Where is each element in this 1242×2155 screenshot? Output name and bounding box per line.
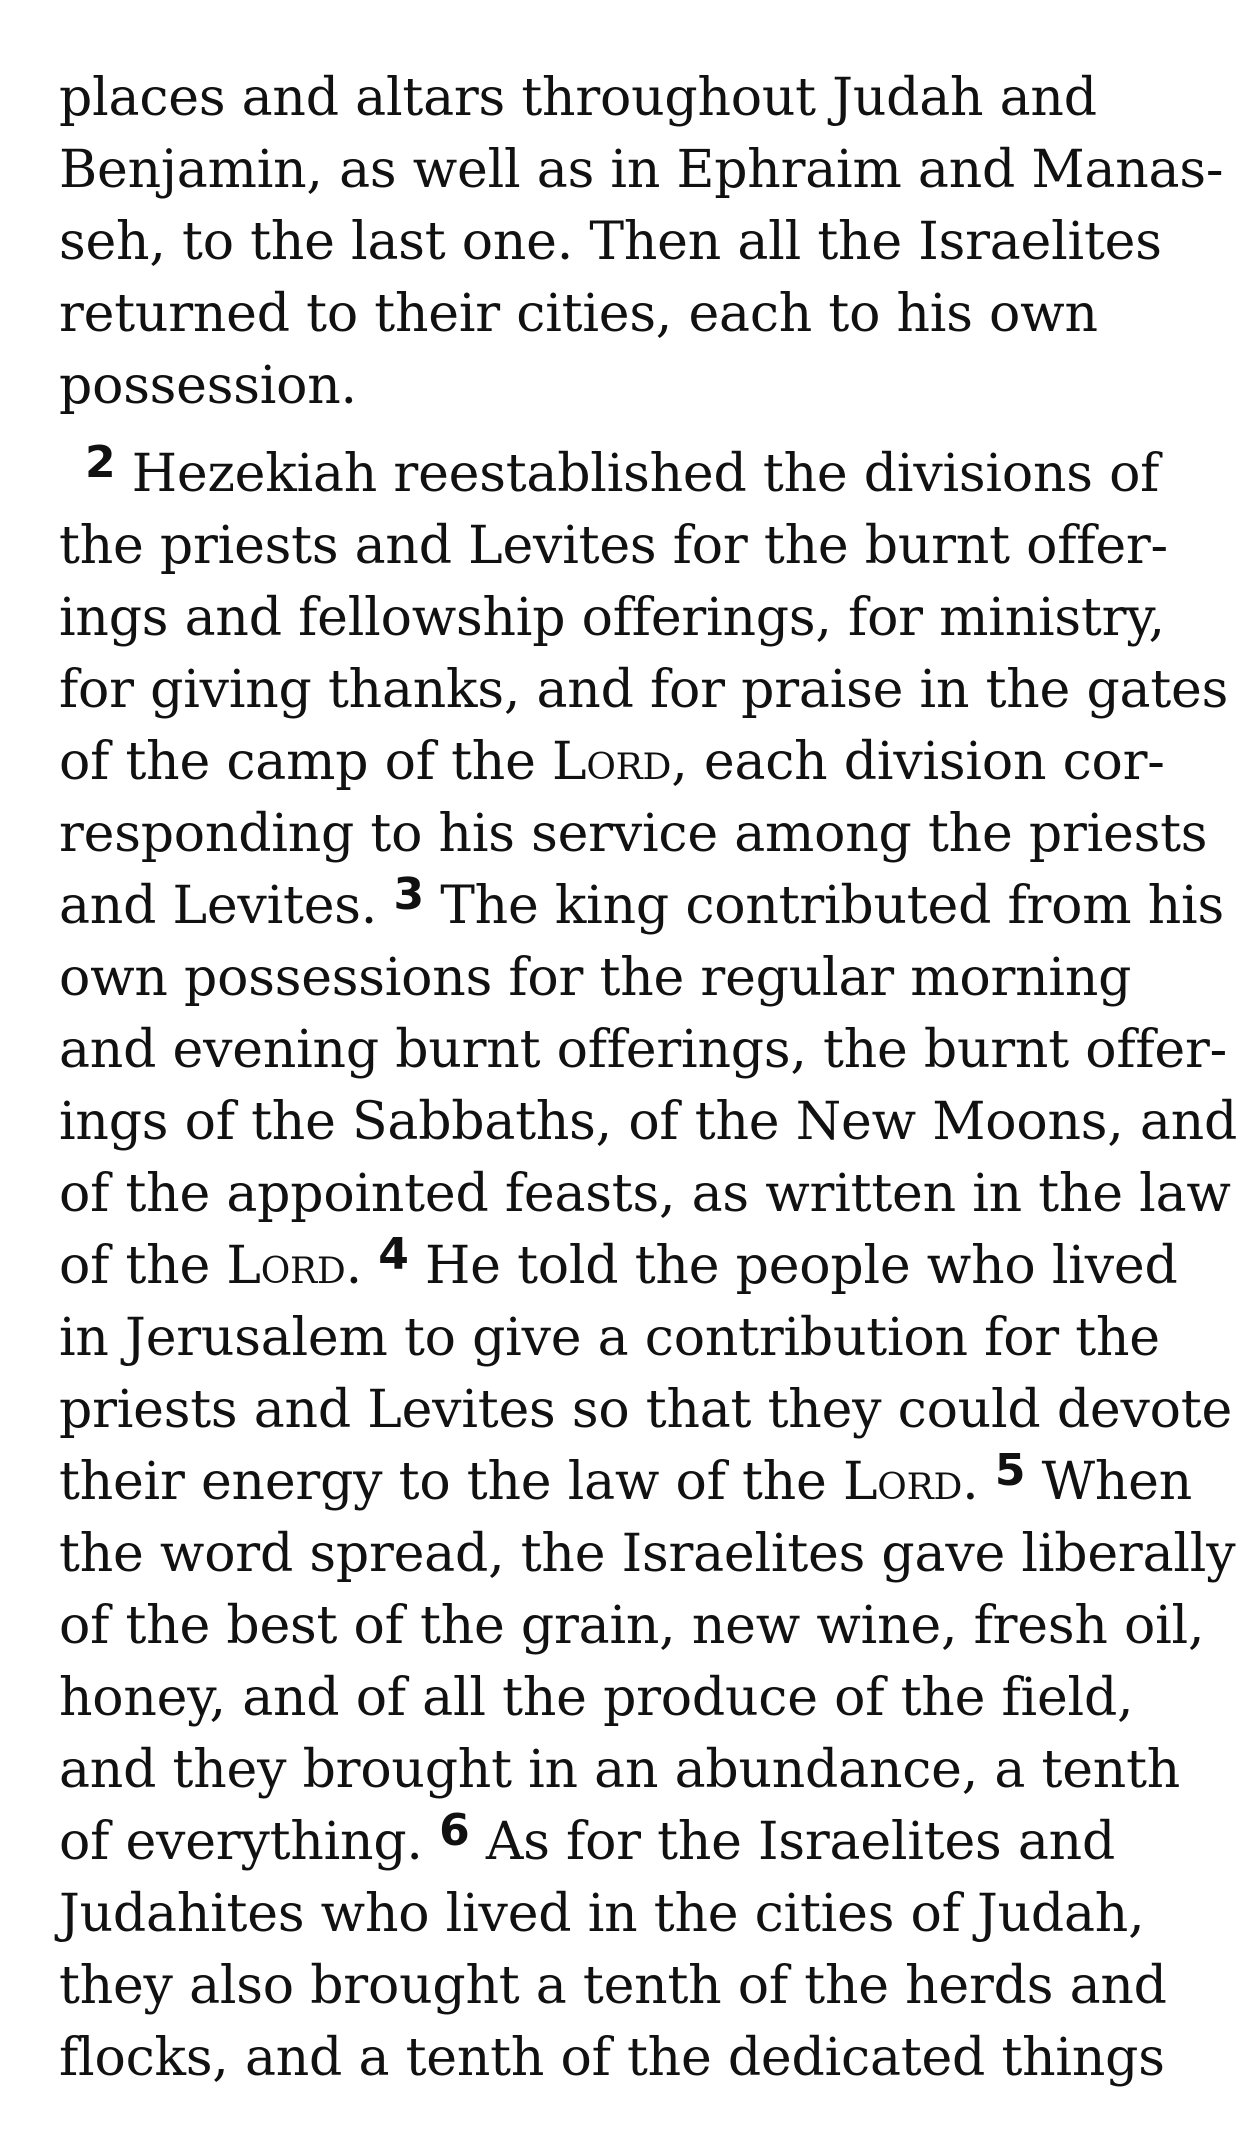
text-run: The king contributed from his: [423, 876, 1224, 936]
verse-number-4: 4: [378, 1229, 409, 1280]
divine-name: Lord: [226, 1236, 346, 1296]
verse-number-6: 6: [439, 1805, 470, 1856]
text-line: seh, to the last one. Then all the Israelites: [59, 212, 1162, 272]
text-line: [59, 1230, 1189, 1302]
text-run: .: [345, 1236, 379, 1296]
divine-name: Lord: [552, 732, 672, 792]
text-line: ings of the Sabbaths, of the New Moons, and: [59, 1092, 1238, 1152]
text-line: honey, and of all the produce of the field,: [59, 1668, 1134, 1728]
verse-number-3: 3: [393, 869, 424, 920]
text-line: [59, 1806, 1189, 1878]
text-line: Benjamin, as well as in Ephraim and Manas-: [59, 140, 1224, 200]
text-run: He told the people who lived: [408, 1236, 1178, 1296]
paragraph-verses-2-6: [59, 437, 1238, 2094]
text-run: , each division cor-: [671, 732, 1165, 792]
text-line: [59, 726, 1189, 798]
text-line: returned to their cities, each to his own: [59, 284, 1098, 344]
text-line: flocks, and a tenth of the dedicated things: [59, 2028, 1165, 2088]
text-line: responding to his service among the priests: [59, 804, 1208, 864]
scripture-page: [59, 62, 1238, 2094]
text-line: the word spread, the Israelites gave liberally: [59, 1524, 1236, 1584]
text-line: the priests and Levites for the burnt offer-: [59, 516, 1168, 576]
paragraph-continued: [59, 62, 1224, 422]
text-run: of the camp of the: [59, 732, 552, 792]
text-line: and evening burnt offerings, the burnt offer-: [59, 1020, 1228, 1080]
text-line: in Jerusalem to give a contribution for the: [59, 1308, 1160, 1368]
text-line: of the appointed feasts, as written in the law: [59, 1164, 1231, 1224]
text-line: priests and Levites so that they could devote: [59, 1380, 1233, 1440]
text-line: possession.: [59, 356, 357, 416]
text-line: ings and fellowship offerings, for ministry,: [59, 588, 1165, 648]
text-line: [59, 438, 1189, 510]
verse-number-5: 5: [994, 1445, 1026, 1496]
text-run: When: [1025, 1452, 1192, 1512]
verse-number-2: 2: [85, 437, 116, 488]
text-line: [59, 1445, 1192, 1518]
text-run: of everything.: [59, 1812, 440, 1872]
divine-name: Lord: [842, 1452, 963, 1512]
text-line: of the best of the grain, new wine, fresh oil,: [59, 1596, 1205, 1656]
text-run: Hezekiah reestablished the divisions of: [131, 444, 1160, 504]
text-line: own possessions for the regular morning: [59, 948, 1132, 1008]
text-line: places and altars throughout Judah and: [59, 68, 1097, 128]
text-run: and Levites.: [59, 876, 394, 936]
text-line: they also brought a tenth of the herds and: [59, 1956, 1167, 2016]
text-run: .: [962, 1452, 995, 1512]
text-run: their energy to the law of the: [59, 1452, 843, 1512]
paragraph-gap: [59, 422, 1189, 438]
text-line: Judahites who lived in the cities of Judah,: [59, 1884, 1145, 1944]
text-run: of the: [59, 1236, 227, 1296]
text-line: [59, 869, 1224, 942]
text-line: and they brought in an abundance, a tenth: [59, 1740, 1181, 1800]
text-run: As for the Israelites and: [469, 1812, 1116, 1872]
text-line: for giving thanks, and for praise in the gates: [59, 660, 1229, 720]
